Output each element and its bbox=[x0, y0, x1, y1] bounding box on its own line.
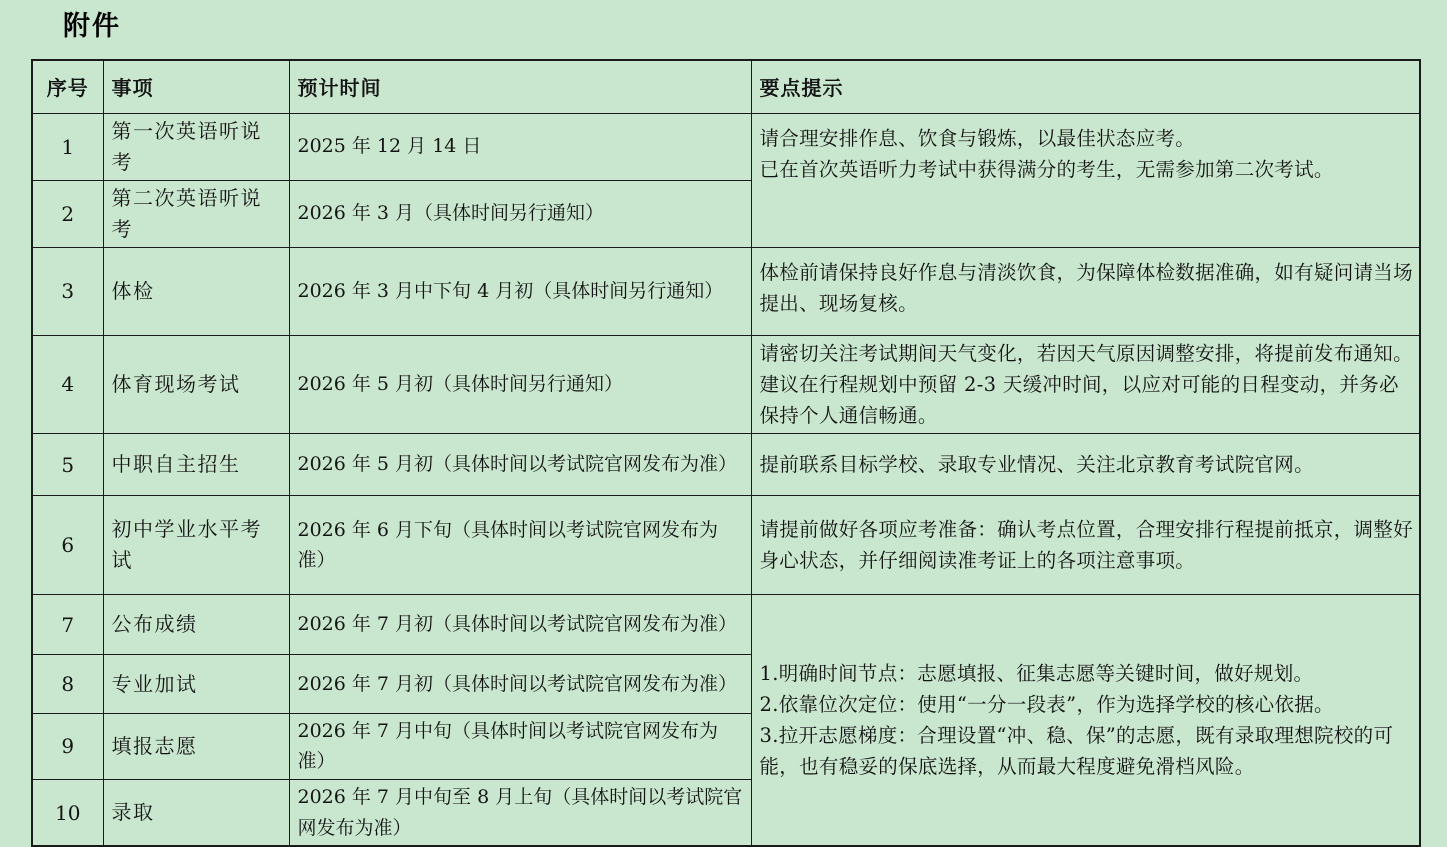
cell-no-4: 4 bbox=[32, 335, 103, 434]
cell-tips-4: 请密切关注考试期间天气变化，若因天气原因调整安排，将提前发布通知。建议在行程规划中预留 2-3 天缓冲时间，以应对可能的日程变动，并务必保持个人通信畅通。 bbox=[751, 335, 1420, 434]
cell-item-9: 填报志愿 bbox=[103, 714, 289, 780]
cell-item-5: 中职自主招生 bbox=[103, 434, 289, 496]
table-row bbox=[32, 113, 1420, 180]
cell-item-10: 录取 bbox=[103, 779, 289, 846]
cell-no-8: 8 bbox=[32, 655, 103, 714]
cell-no-10: 10 bbox=[32, 779, 103, 846]
cell-tips-6: 请提前做好各项应考准备：确认考点位置，合理安排行程提前抵京，调整好身心状态，并仔细阅读准考证上的各项注意事项。 bbox=[751, 496, 1420, 595]
table-row bbox=[32, 595, 1420, 655]
cell-time-7: 2026 年 7 月初（具体时间以考试院官网发布为准） bbox=[289, 595, 751, 655]
table-row bbox=[32, 434, 1420, 496]
table-row bbox=[32, 335, 1420, 434]
header-tips: 要点提示 bbox=[751, 60, 1420, 113]
cell-item-1: 第一次英语听说考 bbox=[103, 113, 289, 180]
tips-line: 3.拉开志愿梯度：合理设置“冲、稳、保”的志愿，既有录取理想院校的可能，也有稳妥的保底选择，从而最大程度避免滑档风险。 bbox=[759, 724, 1394, 779]
cell-tips-rows-1-2 bbox=[751, 113, 1420, 247]
cell-item-7: 公布成绩 bbox=[103, 595, 289, 655]
cell-time-2: 2026 年 3 月（具体时间另行通知） bbox=[289, 180, 751, 247]
exam-schedule-table bbox=[31, 59, 1421, 847]
cell-time-9: 2026 年 7 月中旬（具体时间以考试院官网发布为准） bbox=[289, 714, 751, 780]
cell-item-8: 专业加试 bbox=[103, 655, 289, 714]
cell-tips-3: 体检前请保持良好作息与清淡饮食，为保障体检数据准确，如有疑问请当场提出、现场复核。 bbox=[751, 247, 1420, 335]
cell-no-2: 2 bbox=[32, 180, 103, 247]
cell-time-1: 2025 年 12 月 14 日 bbox=[289, 113, 751, 180]
tips-line: 1.明确时间节点：志愿填报、征集志愿等关键时间，做好规划。 bbox=[759, 661, 1314, 685]
cell-time-10: 2026 年 7 月中旬至 8 月上旬（具体时间以考试院官网发布为准） bbox=[289, 779, 751, 846]
cell-item-6: 初中学业水平考试 bbox=[103, 496, 289, 595]
page-title: 附件 bbox=[63, 11, 121, 42]
header-row bbox=[32, 60, 1420, 113]
tips-line: 2.依靠位次定位：使用“一分一段表”，作为选择学校的核心依据。 bbox=[759, 693, 1334, 717]
cell-no-7: 7 bbox=[32, 595, 103, 655]
cell-time-3: 2026 年 3 月中下旬 4 月初（具体时间另行通知） bbox=[289, 247, 751, 335]
cell-time-8: 2026 年 7 月初（具体时间以考试院官网发布为准） bbox=[289, 655, 751, 714]
cell-time-6: 2026 年 6 月下旬（具体时间以考试院官网发布为准） bbox=[289, 496, 751, 595]
cell-no-6: 6 bbox=[32, 496, 103, 595]
cell-time-4: 2026 年 5 月初（具体时间另行通知） bbox=[289, 335, 751, 434]
cell-item-4: 体育现场考试 bbox=[103, 335, 289, 434]
cell-no-5: 5 bbox=[32, 434, 103, 496]
cell-no-1: 1 bbox=[32, 113, 103, 180]
cell-item-3: 体检 bbox=[103, 247, 289, 335]
table-row bbox=[32, 247, 1420, 335]
cell-item-2: 第二次英语听说考 bbox=[103, 180, 289, 247]
header-no: 序号 bbox=[32, 60, 103, 113]
cell-no-9: 9 bbox=[32, 714, 103, 780]
table-row bbox=[32, 496, 1420, 595]
cell-no-3: 3 bbox=[32, 247, 103, 335]
tips-line: 请合理安排作息、饮食与锻炼，以最佳状态应考。 bbox=[759, 126, 1196, 150]
header-time: 预计时间 bbox=[289, 60, 751, 113]
cell-tips-rows-7-10 bbox=[751, 595, 1420, 847]
tips-line: 已在首次英语听力考试中获得满分的考生，无需参加第二次考试。 bbox=[759, 157, 1334, 181]
cell-time-5: 2026 年 5 月初（具体时间以考试院官网发布为准） bbox=[289, 434, 751, 496]
header-item: 事项 bbox=[103, 60, 289, 113]
cell-tips-5: 提前联系目标学校、录取专业情况、关注北京教育考试院官网。 bbox=[751, 434, 1420, 496]
